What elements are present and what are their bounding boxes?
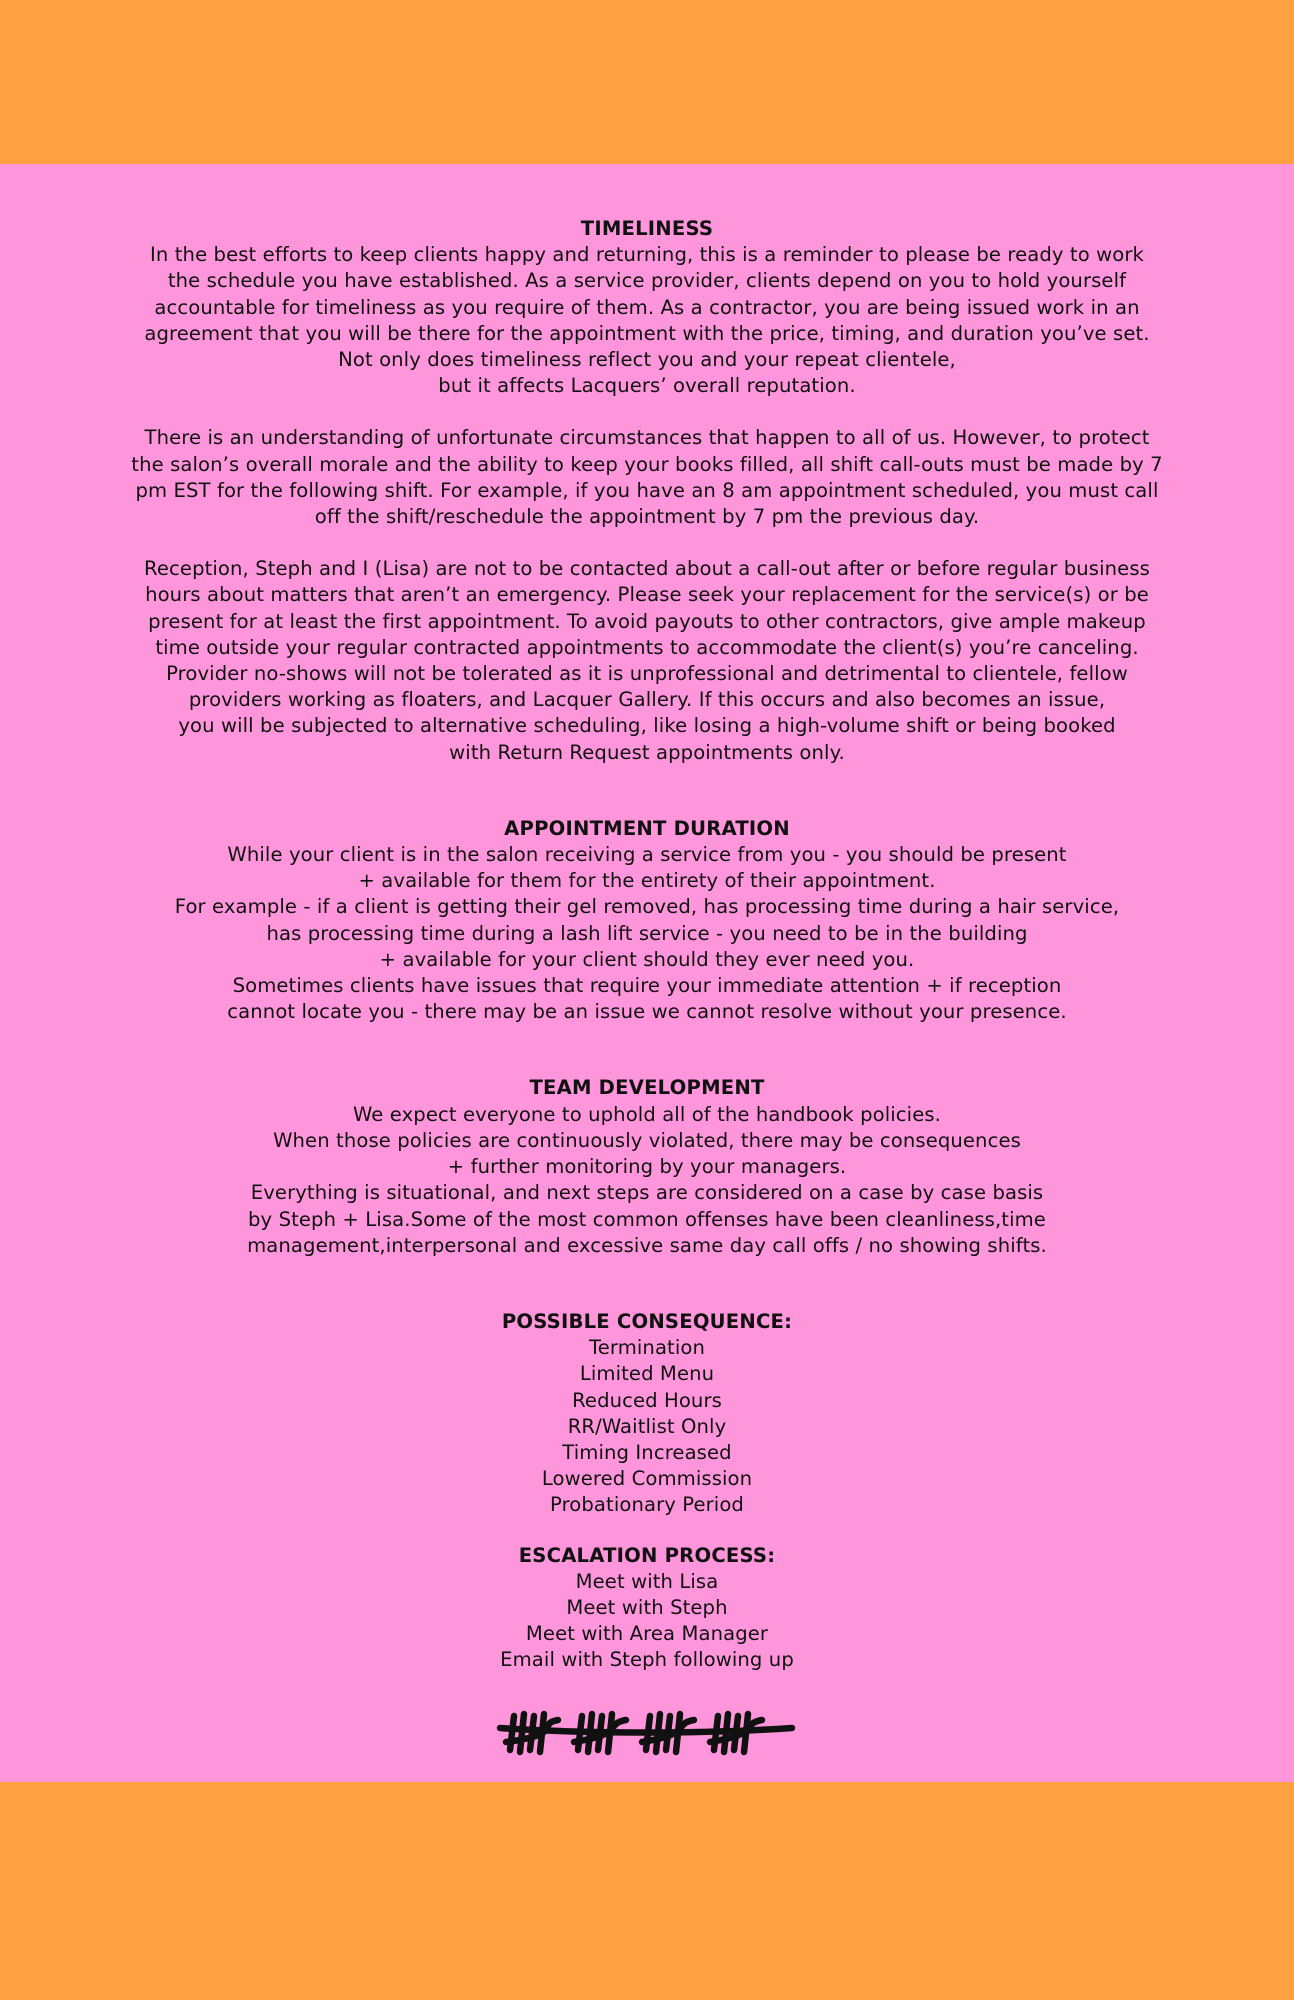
contact-policy-line: you will be subjected to alternative scheduling, like losing a high-volume shift or being booked bbox=[178, 714, 1116, 738]
contact-policy-line: providers working as floaters, and Lacquer Gallery. If this occurs and also becomes an issue, bbox=[188, 688, 1106, 712]
consequence-item: Limited Menu bbox=[579, 1362, 715, 1386]
timeliness-heading: TIMELINESS bbox=[580, 217, 714, 240]
escalation-step: Email with Steph following up bbox=[500, 1648, 794, 1672]
consequence-item: Termination bbox=[589, 1336, 705, 1360]
timeliness-line: the schedule you have established. As a service provider, clients depend on you to hold yourself bbox=[167, 269, 1127, 293]
appointment-duration-heading: APPOINTMENT DURATION bbox=[504, 816, 790, 840]
contact-policy-line: hours about matters that aren’t an emergency. Please seek your replacement for the service(s) or be bbox=[145, 583, 1149, 607]
timeliness-line: accountable for timeliness as you require of them. As a contractor, you are being issued work in an bbox=[154, 295, 1140, 319]
contact-policy-line: with Return Request appointments only. bbox=[449, 740, 845, 764]
consequence-item: Probationary Period bbox=[550, 1493, 744, 1517]
contact-policy-line: time outside your regular contracted appointments to accommodate the client(s) you’re canceling. bbox=[155, 635, 1139, 659]
top-orange-band bbox=[0, 0, 1294, 164]
team-development-heading: TEAM DEVELOPMENT bbox=[529, 1076, 765, 1100]
callout-policy-line: There is an understanding of unfortunate circumstances that happen to all of us. However, to protect bbox=[144, 426, 1150, 450]
appointment-duration-line: has processing time during a lash lift service - you need to be in the building bbox=[266, 921, 1028, 945]
escalation-step: Meet with Steph bbox=[566, 1595, 728, 1619]
tally-marks-icon bbox=[496, 1704, 796, 1762]
appointment-duration-line: Sometimes clients have issues that require your immediate attention + if reception bbox=[232, 974, 1062, 998]
callout-policy-line: the salon’s overall morale and the ability to keep your books filled, all shift call-outs must be made by 7 bbox=[131, 452, 1163, 476]
callout-policy-line: off the shift/reschedule the appointment by 7 pm the previous day. bbox=[314, 505, 980, 529]
timeliness-line: agreement that you will be there for the appointment with the price, timing, and duration you’ve set. bbox=[144, 321, 1150, 345]
consequence-item: Lowered Commission bbox=[541, 1467, 753, 1491]
appointment-duration-line: For example - if a client is getting their gel removed, has processing time during a hair service, bbox=[174, 895, 1120, 919]
timeliness-section bbox=[14, 216, 1280, 766]
appointment-duration-line: + available for your client should they ever need you. bbox=[379, 947, 915, 971]
consequence-item: Reduced Hours bbox=[572, 1388, 722, 1412]
escalation-process-section bbox=[14, 1543, 1280, 1674]
team-development-line: + further monitoring by your managers. bbox=[447, 1155, 847, 1179]
timeliness-line: Not only does timeliness reflect you and your repeat clientele, bbox=[338, 348, 956, 372]
appointment-duration-line: cannot locate you - there may be an issue we cannot resolve without your presence. bbox=[227, 1000, 1067, 1024]
contact-policy-line: Reception, Steph and I (Lisa) are not to be contacted about a call-out after or before regular business bbox=[144, 557, 1150, 581]
timeliness-line: but it affects Lacquers’ overall reputation. bbox=[438, 374, 856, 398]
consequence-item: RR/Waitlist Only bbox=[567, 1414, 727, 1438]
escalation-step: Meet with Area Manager bbox=[525, 1622, 769, 1646]
appointment-duration-line: While your client is in the salon receiving a service from you - you should be present bbox=[227, 843, 1067, 867]
possible-consequence-section bbox=[14, 1309, 1280, 1519]
team-development-section bbox=[14, 1075, 1280, 1258]
bottom-orange-band bbox=[0, 1782, 1294, 2000]
consequence-item: Timing Increased bbox=[562, 1440, 732, 1464]
contact-policy-line: Provider no-shows will not be tolerated as it is unprofessional and detrimental to clientele, fellow bbox=[166, 662, 1128, 686]
timeliness-line: In the best efforts to keep clients happy and returning, this is a reminder to please be ready to work bbox=[150, 243, 1144, 267]
team-development-line: When those policies are continuously violated, there may be consequences bbox=[273, 1128, 1021, 1152]
appointment-duration-line: + available for them for the entirety of their appointment. bbox=[358, 869, 936, 893]
callout-policy-line: pm EST for the following shift. For example, if you have an 8 am appointment scheduled, you must call bbox=[135, 478, 1159, 502]
team-development-line: by Steph + Lisa.Some of the most common offenses have been cleanliness,time bbox=[248, 1207, 1046, 1231]
appointment-duration-section bbox=[14, 816, 1280, 1026]
escalation-step: Meet with Lisa bbox=[575, 1569, 719, 1593]
team-development-line: Everything is situational, and next steps are considered on a case by case basis bbox=[250, 1181, 1044, 1205]
possible-consequence-heading: POSSIBLE CONSEQUENCE: bbox=[501, 1309, 793, 1333]
policy-content bbox=[14, 216, 1280, 1674]
team-development-line: management,interpersonal and excessive same day call offs / no showing shifts. bbox=[247, 1233, 1047, 1257]
contact-policy-line: present for at least the first appointment. To avoid payouts to other contractors, give ample makeup bbox=[148, 609, 1146, 633]
team-development-line: We expect everyone to uphold all of the handbook policies. bbox=[352, 1102, 941, 1126]
escalation-process-heading: ESCALATION PROCESS: bbox=[518, 1543, 776, 1567]
